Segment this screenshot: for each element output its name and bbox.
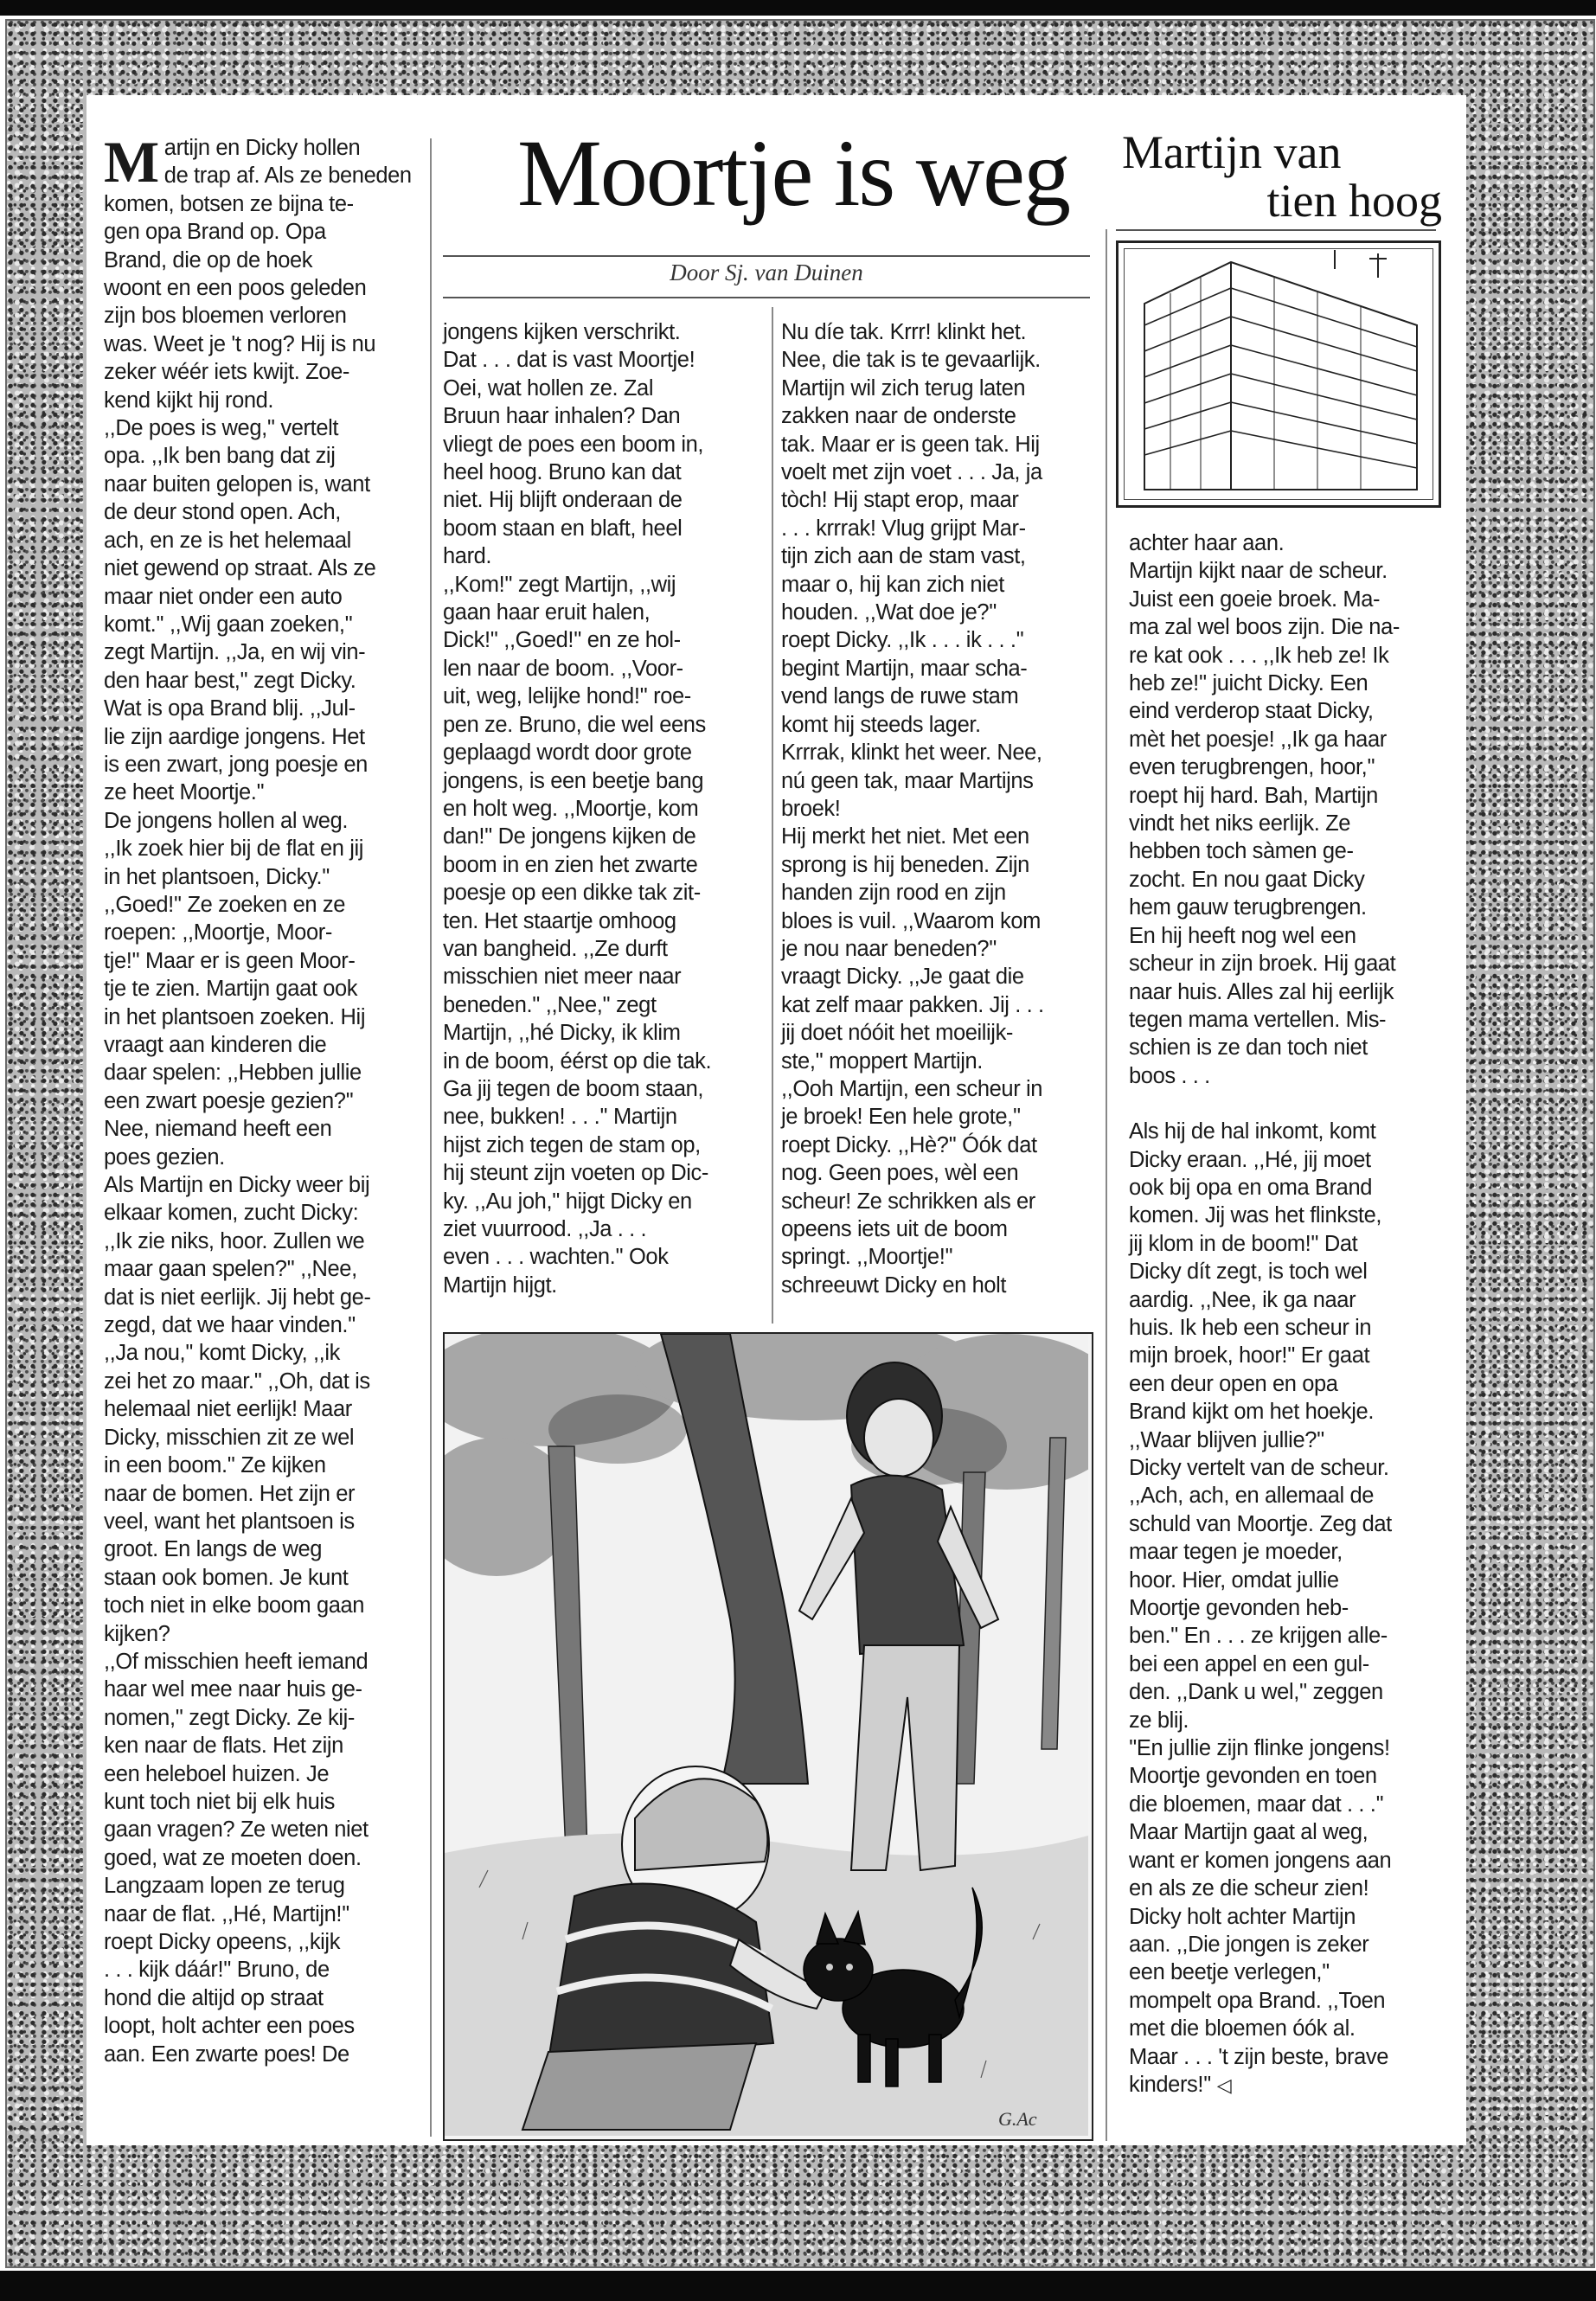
illustration-boys-and-cat [443,1332,1093,2141]
article-column-2 [443,318,763,1299]
series-title-line-1: Martijn van [1122,126,1342,178]
scan-edge-top [0,0,1596,16]
article-column-4 [1129,529,1449,2099]
magazine-page [87,95,1466,2145]
byline-rule [443,297,1090,298]
article-column-3 [781,318,1106,1299]
article-text: Nu díe tak. Krrr! klinkt het. Nee, die tak is te gevaarlijk. Martijn wil zich terug laten zakken naar de onderste tak. Maar er is geen tak. Hij voelt met zijn voet . . . Ja, ja tòch! Hij stapt erop, maar . . . krrrak! Vlug grijpt Mar- tijn zich aan de stam vast, maar o, hij kan zich niet houden. ,,Wat doe je?'' roept Dicky. ,,Ik . . . ik . . .'' begint Martijn, maar scha- vend langs de ruwe stam komt hij steeds lager. Krrrak, klinkt het weer. Nee, nú geen tak, maar Martijns broek! Hij merkt het niet. Met een sprong is hij beneden. Zijn handen zijn rood en zijn bloes is vuil. ,,Waarom kom je nou naar beneden?'' vraagt Dicky. ,,Je gaat die kat zelf maar pakken. Jij . . . jij doet nóóit het moeilijk- ste,'' moppert Martijn. ,,Ooh Martijn, een scheur in je broek! Een hele grote,'' roept Dicky. ,,Hè?'' Óók dat nog. Geen poes, wèl een scheur! Ze schrikken als er opeens iets uit de boom springt. ,,Moortje!'' schreeuwt Dicky en holt [781,320,1044,1298]
illustration-drawing [445,1334,1088,2136]
article-text [1129,1118,1449,2099]
article-text: achter haar aan. Martijn kijkt naar de scheur. Juist een goeie broek. Ma- ma zal wel boos zijn. Die na- re kat ook . . . ,,Ik heb ze! Ik heb ze!'' juicht Dicky. Een eind verderop staat Dicky, mèt het poesje! ,,Ik ga haar even terugbrengen, hoor,'' roept hij hard. Bah, Martijn vindt het niks eerlijk. Ze hebben toch sàmen ge- zocht. En nou gaat Dicky hem gauw terugbrengen. En hij heeft nog wel een scheur in zijn broek. Hij gaat naar huis. Alles zal hij eerlijk tegen mama vertellen. Mis- schien is ze dan toch niet boos . . . [1129,531,1400,1088]
article-text: jongens kijken verschrikt. Dat . . . dat is vast Moortje! Oei, wat hollen ze. Zal Bruun haar inhalen? Dan vliegt de poes een boom in, heel hoog. Bruno kan dat niet. Hij blijft onderaan de boom staan en blaft, heel hard. ,,Kom!'' zegt Martijn, ,,wij gaan haar eruit halen, Dick!'' ,,Goed!'' en ze hol- len naar de boom. ,,Voor- uit, weg, lelijke hond!'' roe- pen ze. Bruno, die wel eens geplaagd wordt door grote jongens, is een beetje bang en holt weg. ,,Moortje, kom dan!'' De jongens kijken de boom in en zien het zwarte poesje op een dikke tak zit- ten. Het staartje omhoog van bangheid. ,,Ze durft misschien niet meer naar beneden.'' ,,Nee,'' zegt Martijn, ,,hé Dicky, ik klim in de boom, éérst op die tak. Ga jij tegen de boom staan, nee, bukken! . . .'' Martijn hijst zich tegen de stam op, hij steunt zijn voeten op Dic- ky. ,,Au joh,'' hijgt Dicky en ziet vuurrood. ,,Ja . . . even . . . wachten.'' Ook Martijn hijgt. [443,320,712,1298]
series-title-line-2: tien hoog [1266,175,1442,227]
article-text: ,,De poes is weg,'' vertelt opa. ,,Ik ben bang dat zij naar buiten gelopen is, want de deur stond open. Ach, ach, en ze is het helemaal niet gewend op straat. Als ze maar niet onder een auto komt.'' ,,Wij gaan zoeken,'' zegt Martijn. ,,Ja, en wij vin- den haar best,'' zegt Dicky. Wat is opa Brand blij. ,,Jul- lie zijn aardige jongens. Het is een zwart, jong poesje en ze heet Moortje.'' De jongens hollen al weg. ,,Ik zoek hier bij de flat en jij in het plantsoen, Dicky.'' ,,Goed!'' Ze zoeken en ze roepen: ,,Moortje, Moor- tje!'' Maar er is geen Moor- tje te zien. Martijn gaat ook in het plantsoen zoeken. Hij vraagt aan kinderen die daar spelen: ,,Hebben jullie een zwart poesje gezien?'' Nee, niemand heeft een poes gezien. Als Martijn en Dicky weer bij elkaar komen, zucht Dicky: ,,Ik zie niks, hoor. Zullen we maar gaan spelen?'' ,,Nee, dat is niet eerlijk. Jij hebt ge- zegd, dat we haar vinden.'' ,,Ja nou,'' komt Dicky, ,,ik zei het zo maar.'' ,,Oh, dat is helemaal niet eerlijk! Maar Dicky, misschien zit ze wel in een boom.'' Ze kijken naar de bomen. Het zijn er veel, want het plantsoen is groot. En langs de weg staan ook bomen. Je kunt toch niet in elke boom gaan kijken? ,,Of misschien heeft iemand haar wel mee naar huis ge- nomen,'' zegt Dicky. Ze kij- ken naar de flats. Het zijn een heleboel huizen. Je kunt toch niet bij elk huis gaan vragen? Ze weten niet goed, wat ze moeten doen. Langzaam lopen ze terug naar de flat. ,,Hé, Martijn!'' roept Dicky opeens, ,,kijk . . . kijk dáár!'' Bruno, de hond die altijd op straat loopt, holt achter een poes aan. Een zwarte poes! De [104,416,376,2067]
article-title: Moortje is weg [516,120,1069,226]
article-closing-text: Als hij de hal inkomt, komt Dicky eraan. ,,Hé, jij moet ook bij opa en oma Brand komen. Jij was het flinkste, jij klom in de boom!'' Dat Dicky dít zegt, is toch wel aardig. ,,Nee, ik ga naar huis. Ik heb een scheur in mijn broek, hoor!'' Er gaat een deur open en opa Brand kijkt om het hoekje. ,,Waar blijven jullie?'' Dicky vertelt van de scheur. ,,Ach, ach, en allemaal de schuld van Moortje. Zeg dat maar tegen je moeder, hoor. Hier, omdat jullie Moortje gevonden heb- ben.'' En . . . ze krijgen alle- bei een appel en een gul- den. ,,Dank u wel,'' zeggen ze blij. ''En jullie zijn flinke jongens! Moortje gevonden en toen die bloemen, maar dat . . .'' Maar Martijn gaat al weg, want er komen jongens aan en als ze die scheur zien! Dicky holt achter Martijn aan. ,,Die jongen is zeker een beetje verlegen,'' mompelt opa Brand. ,,Toen met die bloemen óók al. Maar . . . 't zijn beste, brave kinders!'' [1129,1119,1392,2097]
column-divider [772,307,773,1324]
series-title [1113,128,1442,225]
scan-edge-bottom [0,2271,1596,2301]
article-byline: Door Sj. van Duinen [670,260,863,285]
title-rule [443,255,1090,257]
article-lead-paragraph: artijn en Dicky hollen de trap af. Als ze beneden komen, botsen ze bijna te- gen opa Brand op. Opa Brand, die op de hoek woont en een poos geleden zijn bos bloemen verloren was. Weet je 't nog? Hij is nu zeker wéér iets kwijt. Zoe- kend kijkt hij rond. [104,136,412,413]
drop-cap: M [104,129,159,195]
column-divider [1106,229,1107,2141]
end-of-article-icon: ◁ [1216,2073,1232,2096]
column-divider [430,138,432,2137]
article-column-1 [104,129,433,2068]
illustrator-signature: G.Ac [998,2108,1037,2130]
apartment-building-drawing [1116,240,1441,508]
series-rule [1116,229,1436,231]
apartment-building-icon [1118,243,1433,500]
